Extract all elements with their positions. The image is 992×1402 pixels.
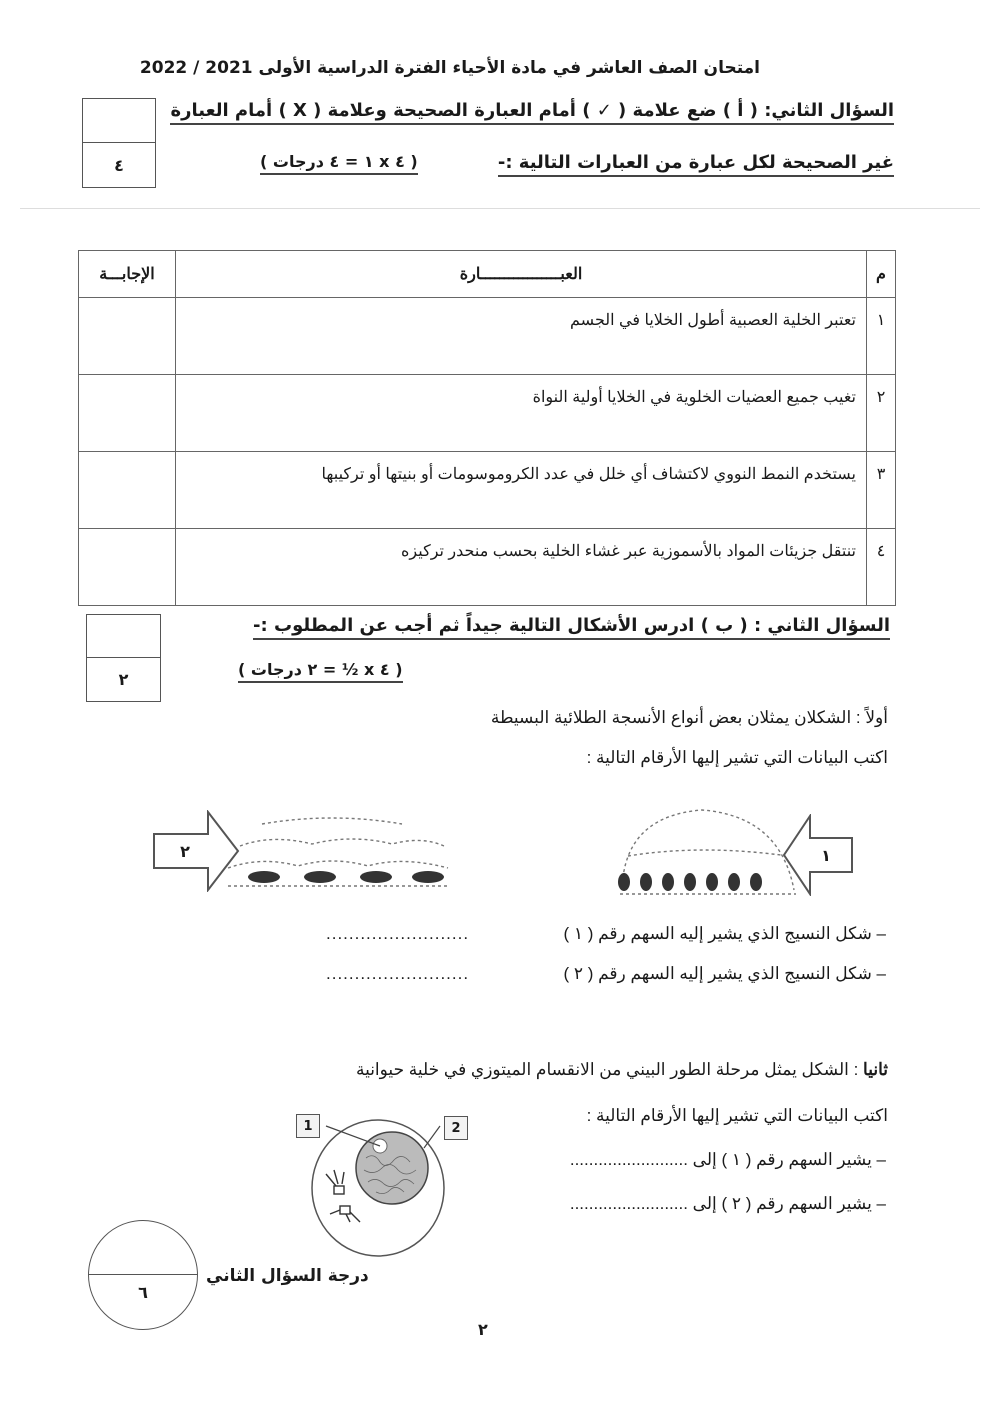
score-entry-area[interactable] — [83, 99, 155, 143]
row-statement: تغيب جميع العضيات الخلوية في الخلايا أولية النواة — [176, 375, 867, 452]
score-max: ٢ — [118, 670, 129, 689]
first-instruction: اكتب البيانات التي تشير إليها الأرقام التالية : — [586, 748, 888, 767]
cell-question-2[interactable]: – يشير السهم رقم ( ٢ ) إلى ......................... — [569, 1194, 886, 1213]
second-intro — [356, 1060, 888, 1080]
part-a-heading-cont: غير الصحيحة لكل عبارة من العبارات التالية :- — [498, 152, 894, 177]
answer-cell[interactable] — [79, 375, 176, 452]
row-statement: تعتبر الخلية العصبية أطول الخلايا في الجسم — [176, 298, 867, 375]
score-entry-area[interactable] — [87, 615, 160, 658]
part-a-marks: ( ٤ x ١ = ٤ درجات ) — [260, 152, 418, 175]
tissue-question-1: – شكل النسيج الذي يشير إليه السهم رقم ( ١ ) — [563, 924, 886, 943]
part-b-score-box — [86, 614, 161, 702]
total-score-entry[interactable] — [89, 1221, 197, 1275]
answer-cell[interactable] — [79, 452, 176, 529]
table-row — [79, 298, 896, 375]
row-num: ٢ — [867, 375, 896, 452]
part-b-marks: ( ٤ x ½ = ٢ درجات ) — [238, 660, 403, 683]
first-intro: أولاً : الشكلان يمثلان بعض أنواع الأنسجة الطلائية البسيطة — [490, 708, 888, 727]
part-b-heading: السؤال الثاني : ( ب ) ادرس الأشكال التالية جيداً ثم أجب عن المطلوب :- — [253, 615, 890, 640]
arrow-label-1: ١ — [821, 845, 831, 865]
row-statement: يستخدم النمط النووي لاكتشاف أي خلل في عدد الكروموسومات أو بنيتها أو تركيبها — [176, 452, 867, 529]
table-row — [79, 529, 896, 606]
total-score-circle — [88, 1220, 198, 1330]
true-false-table — [78, 250, 896, 606]
part-a-score-box — [82, 98, 156, 188]
answer-cell[interactable] — [79, 529, 176, 606]
header-num: م — [867, 251, 896, 298]
total-score-max: ٦ — [138, 1283, 148, 1302]
cell-label-1: 1 — [296, 1114, 320, 1138]
answer-blank-2[interactable]: ......................... — [326, 964, 470, 983]
fold-line — [20, 208, 980, 209]
second-instruction: اكتب البيانات التي تشير إليها الأرقام التالية : — [586, 1106, 888, 1125]
second-intro-text: : الشكل يمثل مرحلة الطور البيني من الانقسام الميتوزي في خلية حيوانية — [355, 1060, 864, 1079]
total-score-label: درجة السؤال الثاني — [206, 1266, 369, 1286]
cell-label-2: 2 — [444, 1116, 468, 1140]
header-answer: الإجابـــة — [79, 251, 176, 298]
second-intro-label: ثانيا — [863, 1060, 888, 1079]
table-row — [79, 452, 896, 529]
table-header-row — [79, 251, 896, 298]
header-statement: العبـــــــــــــــــارة — [176, 251, 867, 298]
row-num: ٤ — [867, 529, 896, 606]
exam-title: امتحان الصف العاشر في مادة الأحياء الفترة الدراسية الأولى 2021 / 2022 — [139, 58, 760, 78]
part-a-heading: السؤال الثاني: ( أ ) ضع علامة ( ✓ ) أمام العبارة الصحيحة وعلامة ( X ) أمام العبارة — [170, 100, 894, 125]
tissue-diagram-2 — [222, 810, 454, 892]
row-num: ٣ — [867, 452, 896, 529]
tissue-diagram-1 — [602, 806, 798, 896]
arrow-label-2: ٢ — [180, 841, 190, 861]
row-statement: تنتقل جزيئات المواد بالأسموزية عبر غشاء الخلية بحسب منحدر تركيزه — [176, 529, 867, 606]
table-row — [79, 375, 896, 452]
page-number: ٢ — [478, 1320, 488, 1339]
row-num: ١ — [867, 298, 896, 375]
answer-blank-1[interactable]: ......................... — [326, 924, 470, 943]
cell-question-1[interactable]: – يشير السهم رقم ( ١ ) إلى ......................... — [569, 1150, 886, 1169]
answer-cell[interactable] — [79, 298, 176, 375]
score-max: ٤ — [114, 155, 124, 175]
tissue-question-2: – شكل النسيج الذي يشير إليه السهم رقم ( ٢ ) — [563, 964, 886, 983]
